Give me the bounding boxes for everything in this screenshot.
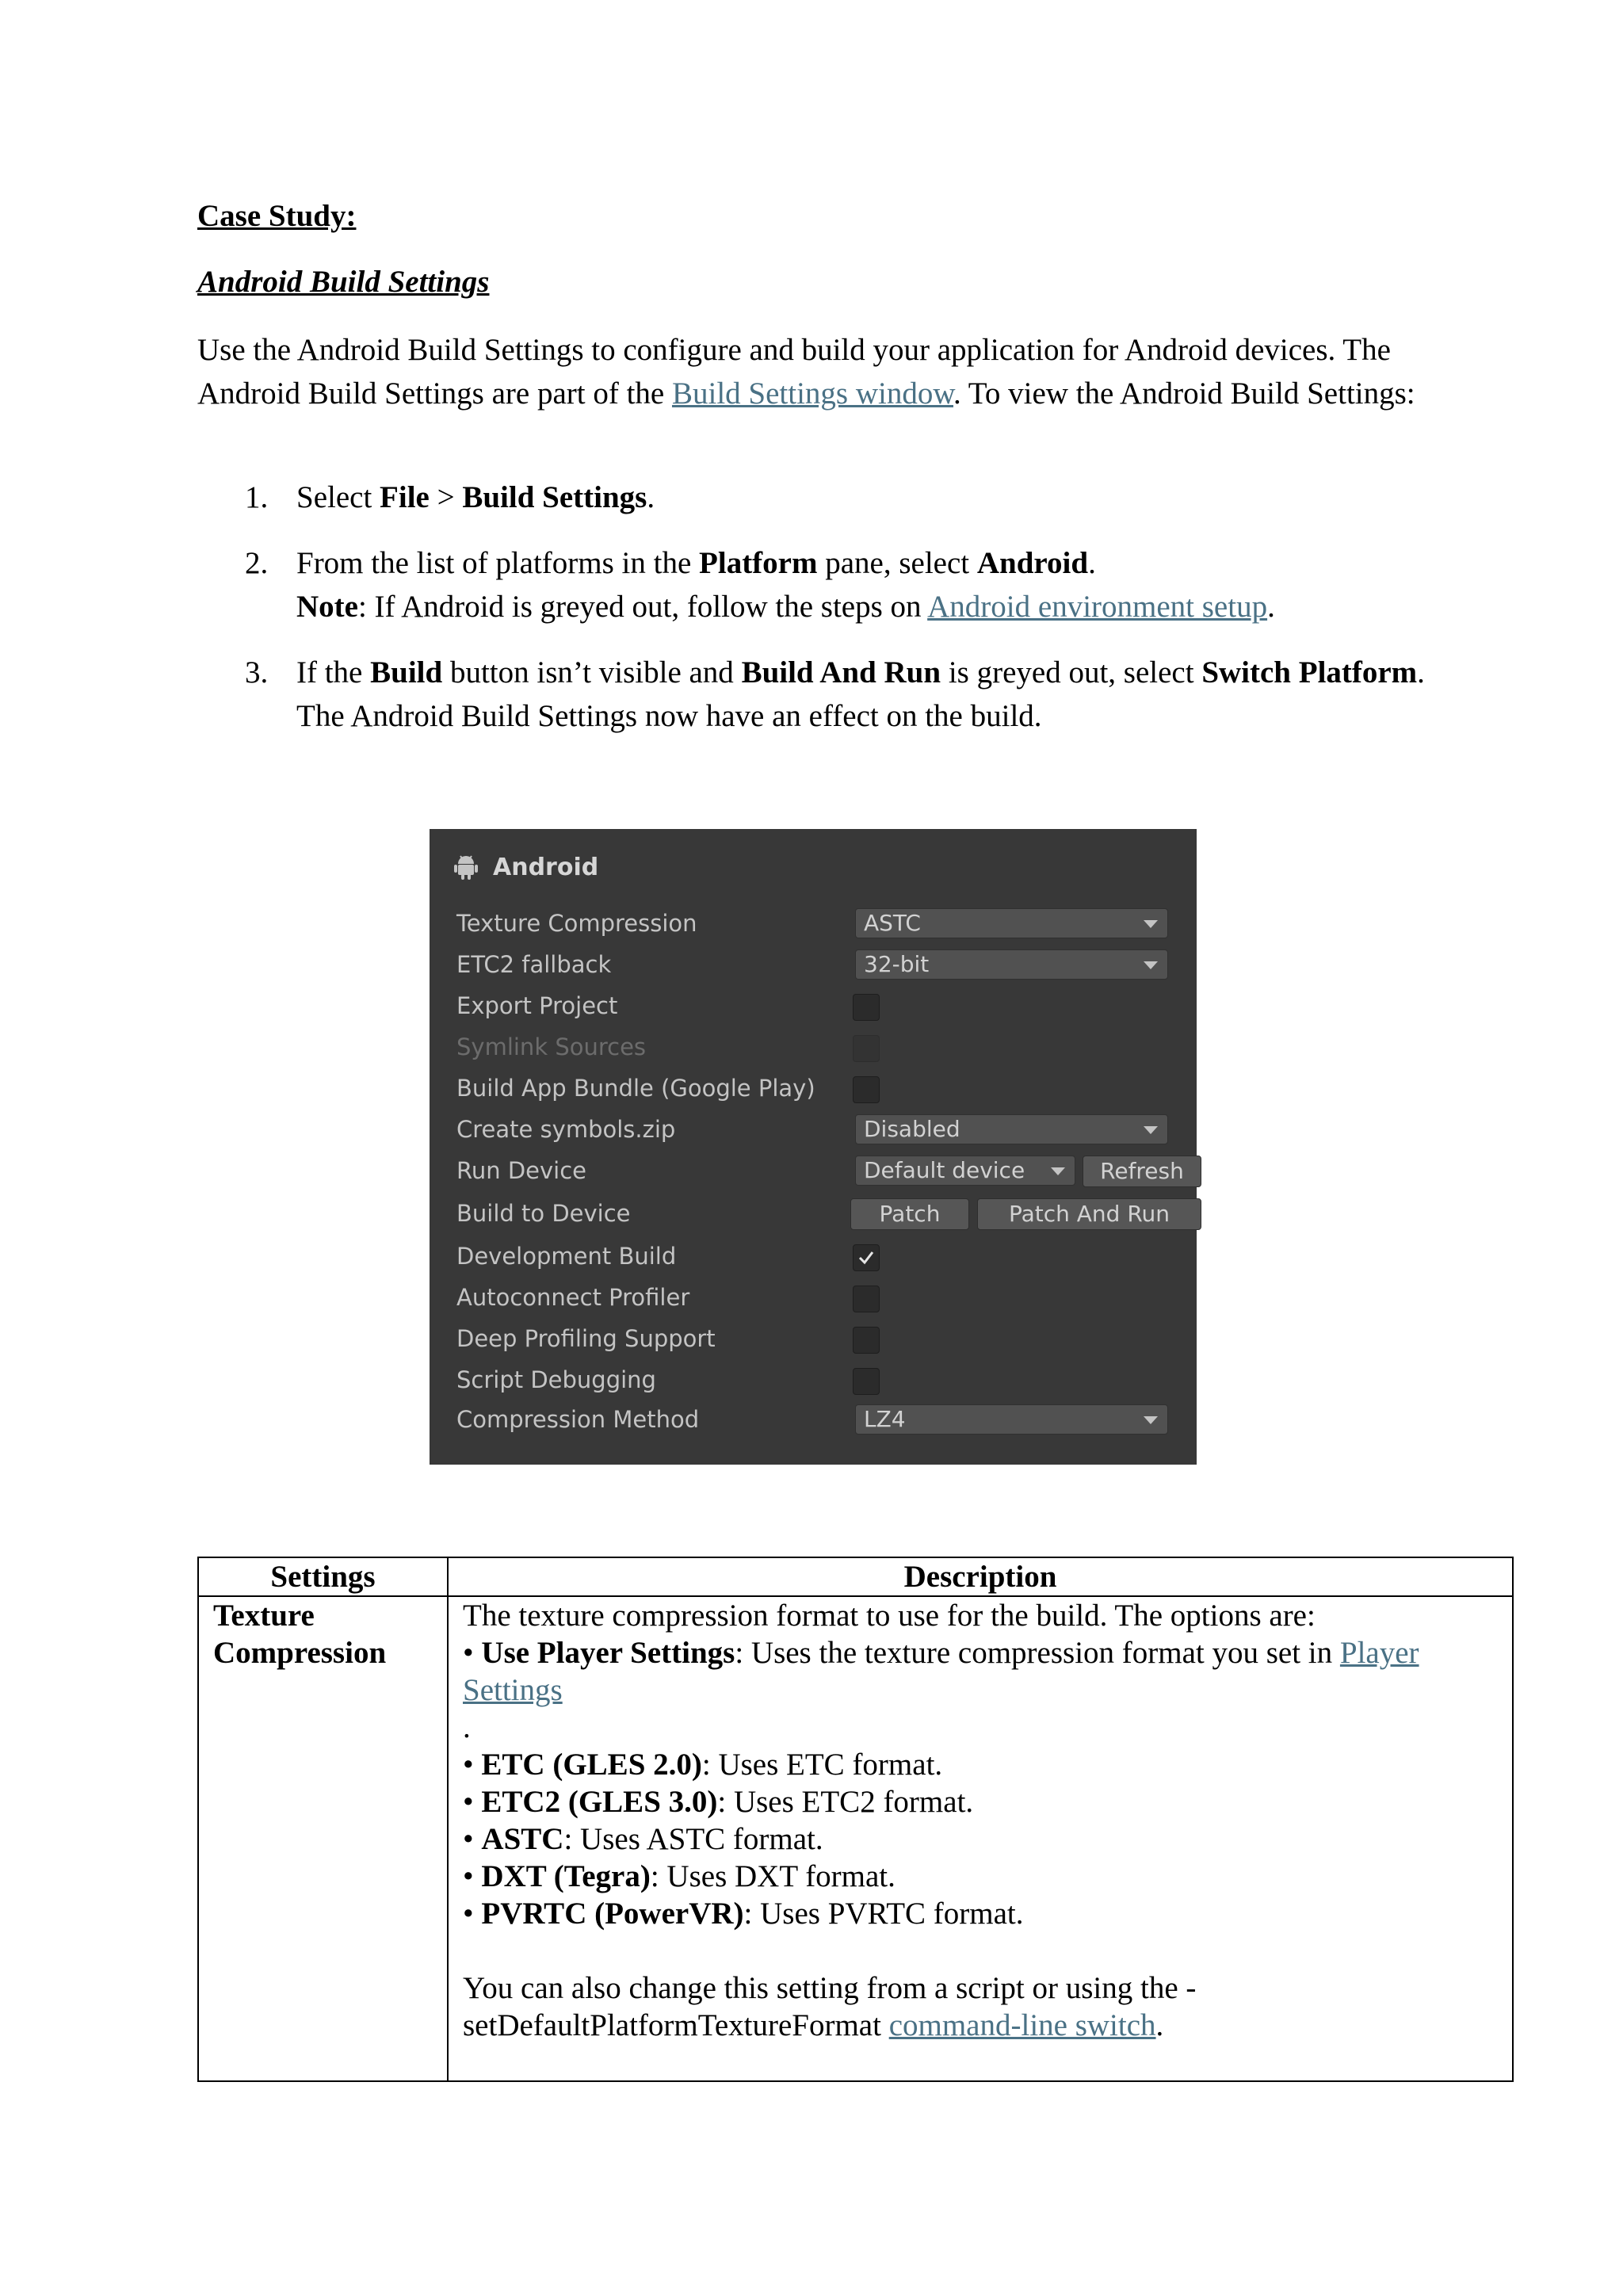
step-bold: Build — [370, 655, 443, 690]
panel-title-text: Android — [493, 853, 599, 881]
autoconnect-profiler-row — [456, 1281, 1186, 1316]
create-symbols-value: Disabled — [864, 1116, 960, 1142]
dropdown-arrow-icon — [1144, 961, 1158, 969]
option-item — [463, 1858, 1498, 1895]
note-label: Note — [296, 590, 358, 624]
step-bold: Build Settings — [462, 480, 647, 514]
option-name: ASTC — [481, 1822, 564, 1856]
refresh-button[interactable]: Refresh — [1083, 1156, 1201, 1187]
step-bold: File — [380, 480, 430, 514]
etc2-fallback-dropdown[interactable] — [855, 949, 1168, 980]
etc2-fallback-label: ETC2 fallback — [456, 951, 612, 978]
setting-cell — [198, 1596, 448, 2081]
build-app-bundle-checkbox[interactable] — [853, 1076, 880, 1103]
option-text: : Uses DXT format. — [650, 1859, 896, 1893]
option-text: : Uses ETC format. — [701, 1748, 943, 1782]
intro-text-1: Use the Android Build Settings to configure and build your application for Android devices. The Android Build Settings are part of the — [197, 333, 1391, 411]
patch-button[interactable]: Patch — [850, 1198, 969, 1230]
footer-text: . — [1155, 2008, 1164, 2042]
table-row — [198, 1596, 1513, 2081]
option-item — [463, 1895, 1498, 1932]
settings-header: Settings — [198, 1557, 448, 1596]
option-text: : Uses the texture compression format you set in — [735, 1636, 1340, 1670]
step-number: 2. — [245, 546, 269, 580]
compression-method-value: LZ4 — [864, 1406, 906, 1432]
export-project-checkbox[interactable] — [853, 994, 880, 1021]
player-settings-link[interactable]: Player Settings — [463, 1636, 1419, 1707]
list-item — [197, 651, 1426, 738]
run-device-label: Run Device — [456, 1157, 587, 1184]
description-header: Description — [448, 1557, 1513, 1596]
run-device-row — [456, 1154, 1186, 1189]
bullet: • — [463, 1897, 474, 1931]
create-symbols-row — [456, 1113, 1186, 1148]
step-text: button isn’t visible and — [442, 655, 742, 690]
panel-title — [453, 853, 598, 881]
build-app-bundle-label: Build App Bundle (Google Play) — [456, 1075, 815, 1102]
development-build-row — [456, 1240, 1186, 1274]
option-dot: . — [463, 1710, 471, 1744]
option-text: : Uses ASTC format. — [563, 1822, 823, 1856]
case-study-heading: Case Study: — [197, 199, 357, 233]
intro-text-2: . To view the Android Build Settings: — [953, 376, 1415, 411]
build-to-device-label: Build to Device — [456, 1200, 631, 1227]
bullet: • — [463, 1785, 474, 1819]
deep-profiling-label: Deep Profiling Support — [456, 1325, 716, 1352]
development-build-checkbox[interactable] — [853, 1244, 880, 1271]
symlink-sources-label: Symlink Sources — [456, 1033, 647, 1060]
step-bold: Platform — [699, 546, 818, 580]
note-text: : If Android is greyed out, follow the steps on — [357, 590, 928, 624]
compression-method-dropdown[interactable] — [855, 1404, 1168, 1435]
etc2-fallback-row — [456, 948, 1186, 983]
intro-paragraph — [197, 328, 1465, 415]
run-device-dropdown[interactable] — [855, 1156, 1075, 1186]
option-item — [463, 1746, 1498, 1783]
deep-profiling-checkbox[interactable] — [853, 1327, 880, 1354]
autoconnect-profiler-label: Autoconnect Profiler — [456, 1284, 690, 1311]
android-icon — [453, 854, 479, 881]
step-text: . — [1088, 546, 1096, 580]
section-heading: Android Build Settings — [197, 265, 490, 299]
script-debugging-label: Script Debugging — [456, 1366, 656, 1393]
script-debugging-checkbox[interactable] — [853, 1368, 880, 1395]
export-project-label: Export Project — [456, 992, 618, 1019]
step-text: From the list of platforms in the — [296, 546, 700, 580]
android-build-settings-panel — [430, 829, 1197, 1465]
compression-method-row — [456, 1403, 1186, 1438]
setting-name-line-1: Texture — [213, 1599, 315, 1633]
option-item — [463, 1820, 1498, 1858]
description-cell — [448, 1596, 1513, 2081]
option-name: ETC (GLES 2.0) — [481, 1748, 702, 1782]
option-name: ETC2 (GLES 3.0) — [481, 1785, 718, 1819]
compression-method-label: Compression Method — [456, 1406, 700, 1433]
build-settings-window-link[interactable]: Build Settings window — [671, 376, 953, 411]
step-text: is greyed out, select — [941, 655, 1202, 690]
step-number: 1. — [245, 480, 269, 514]
option-item — [463, 1783, 1498, 1820]
checkmark-icon — [857, 1248, 876, 1267]
dropdown-arrow-icon — [1144, 920, 1158, 928]
texture-compression-row — [456, 907, 1186, 942]
texture-compression-value: ASTC — [864, 910, 921, 936]
bullet: • — [463, 1636, 474, 1670]
option-text: : Uses ETC2 format. — [717, 1785, 974, 1819]
description-footer — [463, 1969, 1498, 2044]
command-line-switch-link[interactable]: command-line switch — [888, 2008, 1156, 2042]
steps-list — [197, 476, 1426, 760]
symlink-sources-checkbox — [853, 1035, 880, 1062]
build-app-bundle-row — [456, 1072, 1186, 1106]
texture-compression-label: Texture Compression — [456, 910, 697, 937]
development-build-label: Development Build — [456, 1243, 677, 1270]
note-text: . — [1267, 590, 1275, 624]
create-symbols-label: Create symbols.zip — [456, 1116, 676, 1143]
dropdown-arrow-icon — [1051, 1167, 1065, 1175]
settings-table — [197, 1557, 1514, 2082]
run-device-value: Default device — [864, 1157, 1025, 1183]
setting-name-line-2: Compression — [213, 1636, 387, 1670]
create-symbols-dropdown[interactable] — [855, 1114, 1168, 1144]
step-text: . The Android Build Settings now have an effect on the build. — [296, 655, 1425, 733]
list-item — [197, 476, 1426, 519]
step-bold: Build And Run — [741, 655, 941, 690]
step-text: . — [647, 480, 655, 514]
step-text: Select — [296, 480, 380, 514]
step-bold: Switch Platform — [1201, 655, 1418, 690]
patch-and-run-button[interactable]: Patch And Run — [977, 1198, 1201, 1230]
option-name: PVRTC (PowerVR) — [481, 1897, 744, 1931]
step-text: > — [429, 480, 463, 514]
symlink-sources-row — [456, 1030, 1186, 1065]
texture-compression-dropdown[interactable] — [855, 908, 1168, 938]
option-item — [463, 1634, 1498, 1709]
build-to-device-row — [456, 1197, 1186, 1232]
dropdown-arrow-icon — [1144, 1416, 1158, 1424]
list-item — [197, 541, 1426, 628]
autoconnect-profiler-checkbox[interactable] — [853, 1286, 880, 1312]
option-name: Use Player Settings — [481, 1636, 735, 1670]
deep-profiling-row — [456, 1322, 1186, 1357]
bullet: • — [463, 1748, 474, 1782]
spacer — [463, 1932, 1498, 1969]
etc2-fallback-value: 32-bit — [864, 951, 930, 977]
step-text: pane, select — [817, 546, 977, 580]
table-header-row — [198, 1557, 1513, 1596]
script-debugging-row — [456, 1363, 1186, 1398]
step-number: 3. — [245, 655, 269, 690]
step-text: If the — [296, 655, 371, 690]
step-bold: Android — [976, 546, 1089, 580]
bullet: • — [463, 1822, 474, 1856]
option-name: DXT (Tegra) — [481, 1859, 651, 1893]
dropdown-arrow-icon — [1144, 1126, 1158, 1134]
export-project-row — [456, 989, 1186, 1024]
bullet: • — [463, 1859, 474, 1893]
android-environment-setup-link[interactable]: Android environment setup — [927, 590, 1268, 624]
description-intro: The texture compression format to use for the build. The options are: — [463, 1599, 1316, 1633]
footer-text: You can also change this setting from a script or using the -setDefaultPlatformTextureFormat — [463, 1971, 1197, 2042]
option-text: : Uses PVRTC format. — [743, 1897, 1024, 1931]
